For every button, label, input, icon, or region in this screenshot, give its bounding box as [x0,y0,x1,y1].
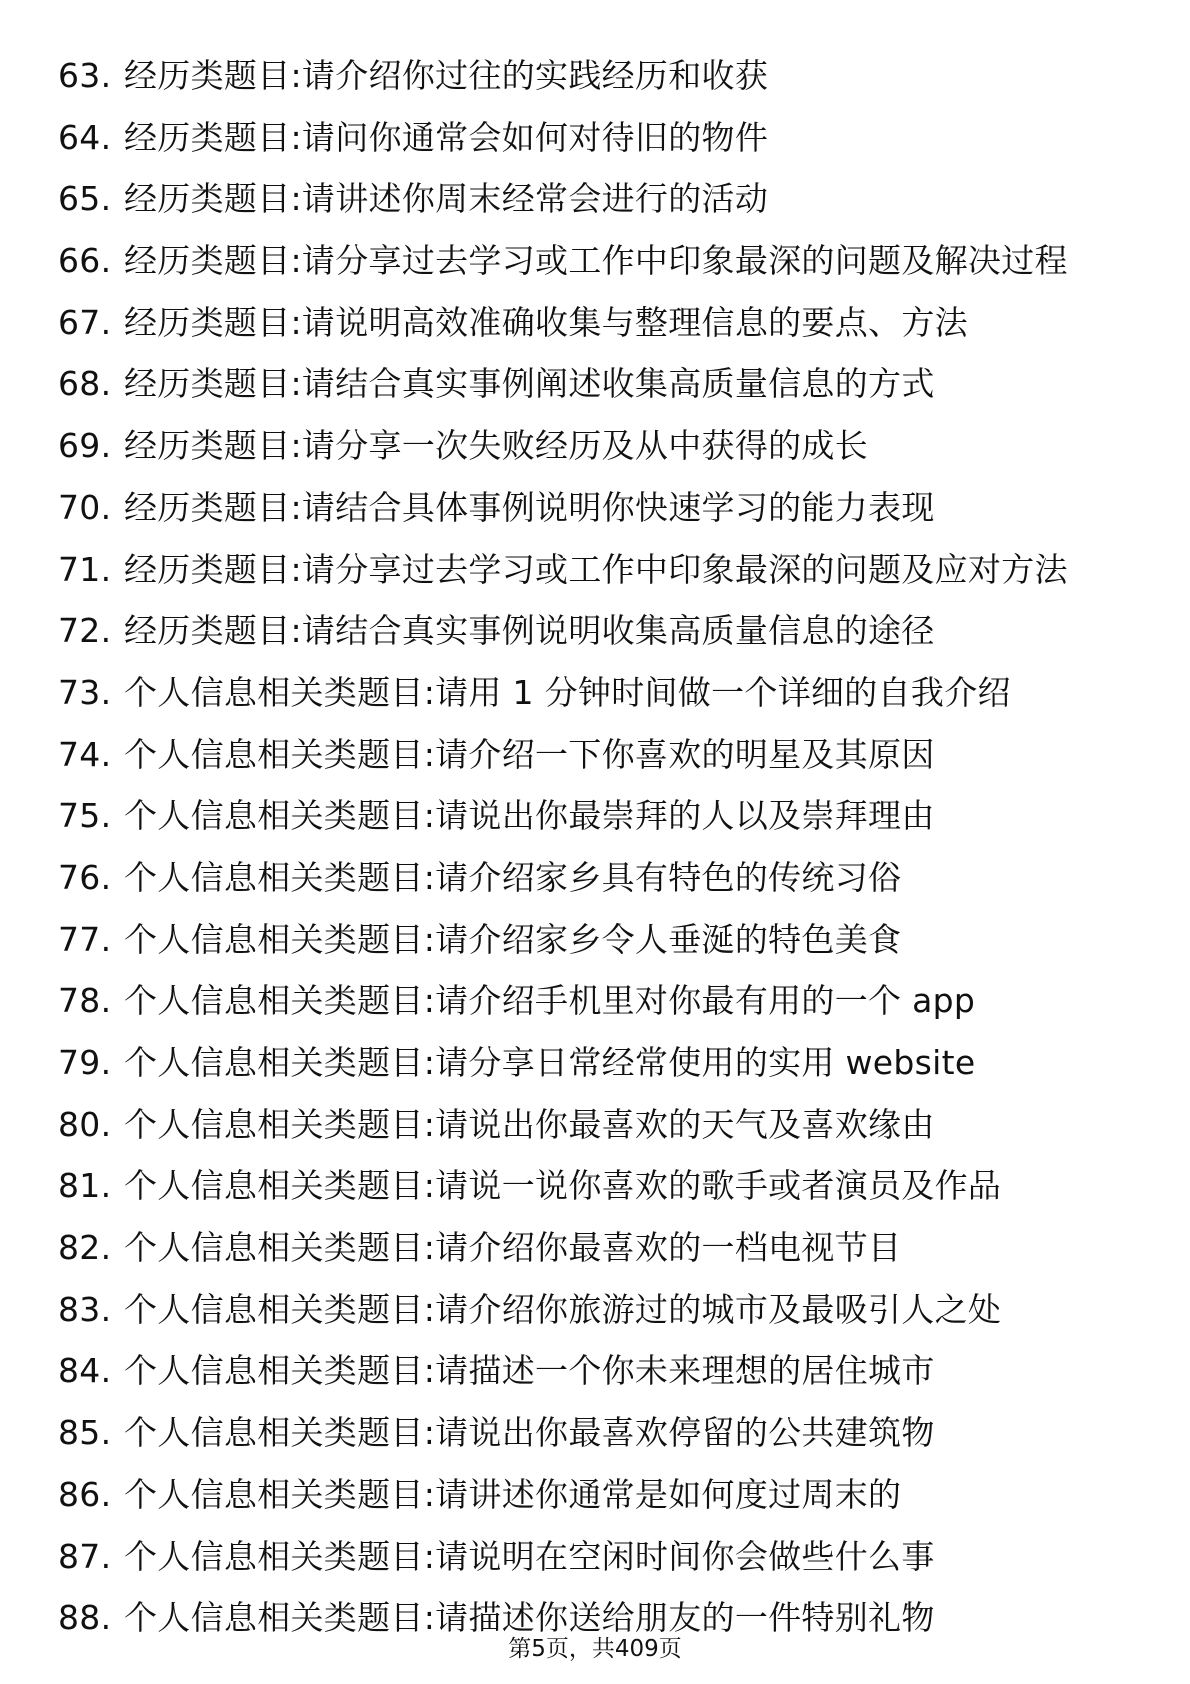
list-item [58,1340,1150,1402]
list-item [58,1094,1150,1156]
item-text: 个人信息相关类题目:请介绍手机里对你最有用的一个 app [124,981,976,1021]
item-text: 个人信息相关类题目:请介绍你旅游过的城市及最吸引人之处 [124,1289,1002,1329]
list-item [58,539,1150,601]
list-item [58,1155,1150,1217]
list-item [58,1217,1150,1279]
item-number: 77. [58,919,112,959]
item-text: 个人信息相关类题目:请介绍你最喜欢的一档电视节目 [124,1228,902,1268]
item-number: 73. [58,672,112,712]
item-number: 70. [58,487,112,527]
item-text: 个人信息相关类题目:请说明在空闲时间你会做些什么事 [124,1536,935,1576]
list-item [58,107,1150,169]
item-text: 个人信息相关类题目:请用 1 分钟时间做一个详细的自我介绍 [124,672,1011,712]
item-number: 78. [58,981,112,1021]
item-text: 经历类题目:请介绍你过往的实践经历和收获 [124,56,769,95]
item-text: 个人信息相关类题目:请分享日常经常使用的实用 website [124,1043,976,1082]
item-text: 经历类题目:请结合具体事例说明你快速学习的能力表现 [124,487,935,527]
item-number: 83. [58,1289,112,1329]
item-number: 84. [58,1351,112,1391]
item-text: 经历类题目:请结合真实事例阐述收集高质量信息的方式 [124,364,935,404]
list-item [58,909,1150,971]
item-text: 个人信息相关类题目:请介绍一下你喜欢的明星及其原因 [124,734,935,774]
list-item [58,724,1150,786]
item-text: 经历类题目:请问你通常会如何对待旧的物件 [124,117,769,157]
item-number: 71. [58,549,112,589]
item-number: 75. [58,796,112,836]
item-number: 80. [58,1104,112,1144]
list-item [58,847,1150,909]
list-item [58,1464,1150,1526]
list-item [58,230,1150,292]
item-text: 个人信息相关类题目:请说出你最崇拜的人以及崇拜理由 [124,796,935,836]
item-text: 经历类题目:请分享过去学习或工作中印象最深的问题及解决过程 [124,241,1068,281]
item-text: 个人信息相关类题目:请描述你送给朋友的一件特别礼物 [124,1598,935,1638]
list-item [58,292,1150,354]
list-item [58,415,1150,477]
item-number: 86. [58,1474,112,1514]
item-number: 65. [58,179,112,219]
item-number: 88. [58,1598,112,1638]
list-item [58,1526,1150,1588]
item-number: 69. [58,426,112,466]
item-text: 个人信息相关类题目:请讲述你通常是如何度过周末的 [124,1474,902,1514]
item-text: 个人信息相关类题目:请说出你最喜欢停留的公共建筑物 [124,1413,935,1453]
item-text: 经历类题目:请说明高效准确收集与整理信息的要点、方法 [124,302,968,342]
item-text: 经历类题目:请分享一次失败经历及从中获得的成长 [124,426,869,466]
list-item [58,970,1150,1032]
item-number: 85. [58,1413,112,1453]
item-number: 79. [58,1043,112,1082]
item-text: 个人信息相关类题目:请介绍家乡具有特色的传统习俗 [124,857,902,897]
list-item [58,45,1150,107]
item-number: 76. [58,857,112,897]
item-number: 67. [58,302,112,342]
item-number: 81. [58,1166,112,1206]
item-number: 63. [58,56,112,95]
item-text: 经历类题目:请结合真实事例说明收集高质量信息的途径 [124,611,935,651]
list-item [58,168,1150,230]
question-list [58,45,1150,1649]
item-text: 个人信息相关类题目:请描述一个你未来理想的居住城市 [124,1351,935,1391]
item-number: 74. [58,734,112,774]
list-item [58,1032,1150,1094]
list-item [58,785,1150,847]
item-text: 个人信息相关类题目:请介绍家乡令人垂涎的特色美食 [124,919,902,959]
item-text: 个人信息相关类题目:请说一说你喜欢的歌手或者演员及作品 [124,1166,1002,1206]
item-number: 66. [58,241,112,281]
item-number: 87. [58,1536,112,1576]
item-number: 64. [58,117,112,157]
list-item [58,1402,1150,1464]
list-item [58,1279,1150,1341]
item-text: 经历类题目:请讲述你周末经常会进行的活动 [124,179,769,219]
list-item [58,662,1150,724]
item-text: 经历类题目:请分享过去学习或工作中印象最深的问题及应对方法 [124,549,1068,589]
item-number: 72. [58,611,112,651]
item-number: 68. [58,364,112,404]
list-item [58,477,1150,539]
list-item [58,600,1150,662]
item-number: 82. [58,1228,112,1268]
page-footer: 第5页，共409页 [508,1636,682,1662]
list-item [58,353,1150,415]
item-text: 个人信息相关类题目:请说出你最喜欢的天气及喜欢缘由 [124,1104,935,1144]
